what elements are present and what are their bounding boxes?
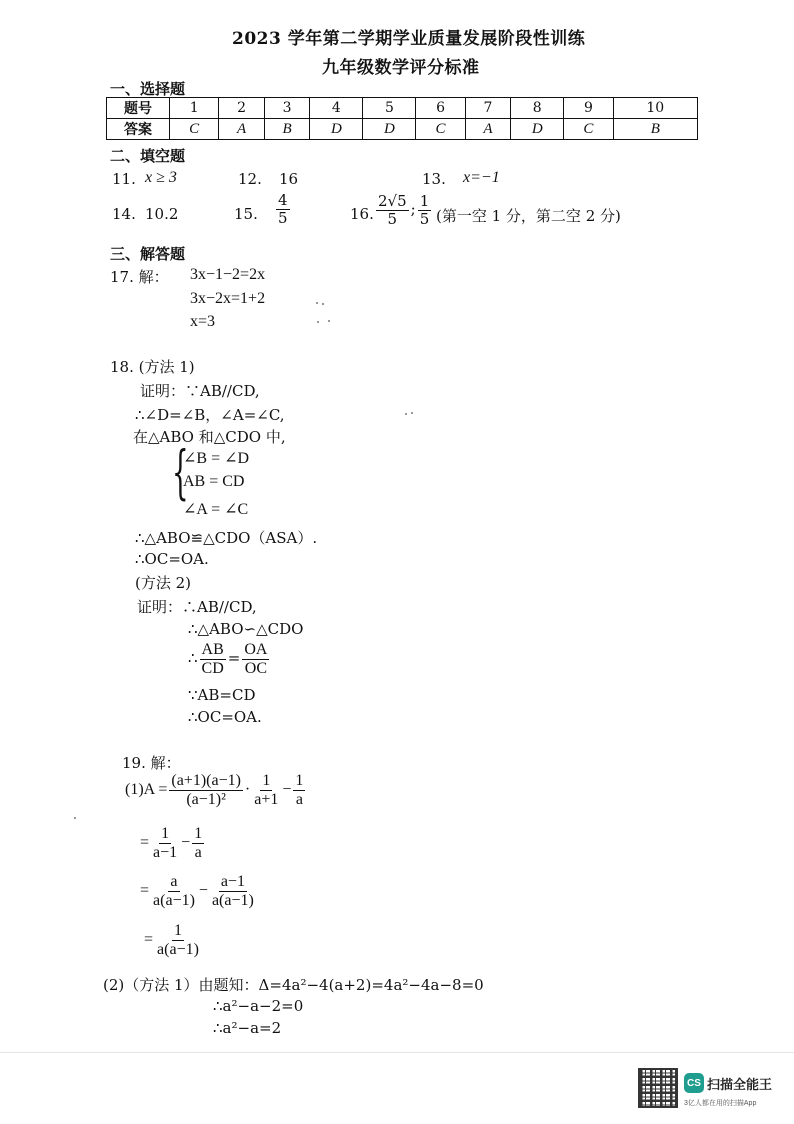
q16-numerator-1: 2√5 (378, 192, 407, 210)
question-number: 4 (310, 98, 363, 119)
page-subtitle: 九年级数学评分标准 (322, 58, 480, 78)
question-number: 10 (613, 98, 697, 119)
question-number: 1 (170, 98, 219, 119)
answer-cell: C (416, 119, 465, 140)
q19-part1-line1 (125, 772, 307, 808)
q18-step-2: 在△ABO 和△CDO 中, (133, 428, 286, 446)
q13-number: 13. (422, 170, 446, 188)
row-label-question: 题号 (107, 98, 170, 119)
answer-cell: C (564, 119, 613, 140)
q19-d3: a (295, 790, 303, 808)
scanner-app-tagline: 3亿人都在用的扫描App (684, 1100, 757, 1107)
answer-cell: A (219, 119, 265, 140)
q19-l3-n2: a−1 (220, 873, 245, 890)
q17-label: 17. 解： (110, 268, 169, 286)
q17-step-3: x=3 (190, 313, 216, 330)
answer-table (106, 97, 698, 140)
q19-l2-n1: 1 (161, 825, 170, 842)
answer-cell: D (511, 119, 564, 140)
page-title: 2023 学年第二学期学业质量发展阶段性训练 (232, 29, 586, 49)
minus-sign: − (181, 833, 191, 851)
qr-code-icon (638, 1068, 678, 1108)
q19-n3: 1 (295, 772, 304, 789)
q18-step-3: ∴△ABO≌△CDO（ASA）. (135, 529, 318, 547)
equals-sign: = (144, 930, 154, 948)
ratio-numerator-1: AB (201, 641, 224, 658)
question-number: 5 (363, 98, 416, 119)
scanner-app-name: 扫描全能王 (707, 1077, 773, 1092)
q19-minus: − (282, 780, 292, 798)
q19-n2: 1 (262, 772, 271, 789)
q19-n1: (a+1)(a−1) (171, 772, 241, 789)
q19-part1-line3 (140, 873, 258, 909)
answer-cell: C (170, 119, 219, 140)
ratio-denominator-2: OC (244, 659, 268, 677)
q18-system-line-3: ∠A = ∠C (183, 501, 249, 518)
q18-m2-ratio (188, 641, 271, 677)
q18-m2-conclusion: ∴OC=OA. (188, 708, 262, 726)
q19-prefix: (1)A = (125, 780, 168, 798)
row-label-answer: 答案 (107, 119, 170, 140)
ratio-denominator-1: CD (201, 659, 224, 677)
q18-m2-proof-start: 证明：∴AB//CD, (137, 598, 257, 616)
ratio-numerator-2: OA (244, 641, 268, 658)
q16-denominator-2: 5 (419, 209, 430, 228)
equals-sign: = (140, 881, 150, 899)
question-number: 3 (264, 98, 310, 119)
answer-cell: B (264, 119, 310, 140)
q19-l2-n2: 1 (194, 825, 203, 842)
therefore-symbol: ∴ (188, 649, 198, 668)
q11-number: 11. (112, 170, 136, 188)
q11-answer: x ≥ 3 (145, 169, 177, 186)
q18-method1-label: 18. (方法 1) (110, 358, 195, 376)
q19-d1: (a−1)² (186, 790, 226, 808)
section-heading-solve: 三、解答题 (110, 245, 186, 263)
q19-l4-d1: a(a−1) (157, 940, 199, 958)
q19-l2-d1: a−1 (153, 843, 178, 861)
minus-sign: − (198, 881, 208, 899)
q17-step-1: 3x−1−2=2x (190, 266, 266, 283)
table-row (107, 119, 698, 140)
system-brace: { (172, 438, 189, 506)
equals-sign: = (227, 649, 241, 668)
q16-numerator-2: 1 (419, 192, 430, 210)
q18-step-1: ∴∠D=∠B，∠A=∠C, (135, 406, 285, 424)
section-heading-fill: 二、填空题 (110, 147, 186, 165)
q15-fraction (274, 192, 292, 226)
question-number: 9 (564, 98, 613, 119)
q16-separator: ; (410, 200, 416, 218)
equals-sign: = (140, 833, 150, 851)
q19-l3-d2: a(a−1) (211, 891, 254, 909)
q16-scoring-note: (第一空 1 分，第二空 2 分) (436, 207, 621, 225)
q17-step-2: 3x−2x=1+2 (190, 290, 266, 307)
q19-part2-line3: ∴a²−a=2 (213, 1019, 282, 1037)
q14-number: 14. (112, 205, 136, 223)
answer-cell: B (613, 119, 697, 140)
question-number: 8 (511, 98, 564, 119)
q18-method2-label: (方法 2) (135, 574, 192, 592)
q12-answer: 16 (279, 170, 299, 188)
answer-cell: D (310, 119, 363, 140)
q15-numerator: 4 (278, 191, 288, 209)
q18-conclusion: ∴OC=OA. (135, 550, 209, 568)
q18-m2-step-3: ∵AB=CD (188, 686, 256, 704)
q13-answer: x=−1 (463, 169, 500, 186)
q19-l2-d2: a (194, 843, 202, 861)
q19-dot: · (244, 780, 251, 798)
q19-l3-n1: a (170, 873, 178, 890)
q19-d2: a+1 (254, 790, 279, 808)
q16-denominator-1: 5 (387, 209, 398, 228)
camscanner-logo-icon: CS (684, 1073, 704, 1093)
q18-system-line-2: AB = CD (183, 473, 245, 490)
q16-number: 16. (350, 205, 374, 223)
q12-number: 12. (238, 170, 262, 188)
q19-l3-d1: a(a−1) (153, 891, 195, 909)
q15-number: 15. (234, 205, 258, 223)
question-number: 7 (465, 98, 511, 119)
q18-m2-step-1: ∴△ABO∽△CDO (188, 620, 304, 638)
q18-proof-start: 证明：∵AB//CD, (140, 382, 260, 400)
q19-label: 19. 解： (122, 754, 181, 772)
question-number: 6 (416, 98, 465, 119)
q18-system-line-1: ∠B = ∠D (183, 450, 250, 467)
q16-answer (374, 193, 433, 227)
question-number: 2 (219, 98, 265, 119)
q19-part2-line1: (2)（方法 1）由题知：Δ=4a²−4(a+2)=4a²−4a−8=0 (103, 976, 484, 994)
q19-l4-n1: 1 (173, 922, 182, 939)
q19-part1-line4 (144, 922, 203, 958)
page-bottom-edge (0, 1052, 794, 1053)
q19-part2-line2: ∴a²−a−2=0 (213, 997, 304, 1015)
q19-part1-line2 (140, 825, 206, 861)
q15-denominator: 5 (278, 208, 288, 227)
answer-cell: D (363, 119, 416, 140)
answer-cell: A (465, 119, 511, 140)
section-heading-choice: 一、选择题 (110, 80, 186, 98)
q14-answer: 10.2 (145, 205, 179, 223)
table-row (107, 98, 698, 119)
